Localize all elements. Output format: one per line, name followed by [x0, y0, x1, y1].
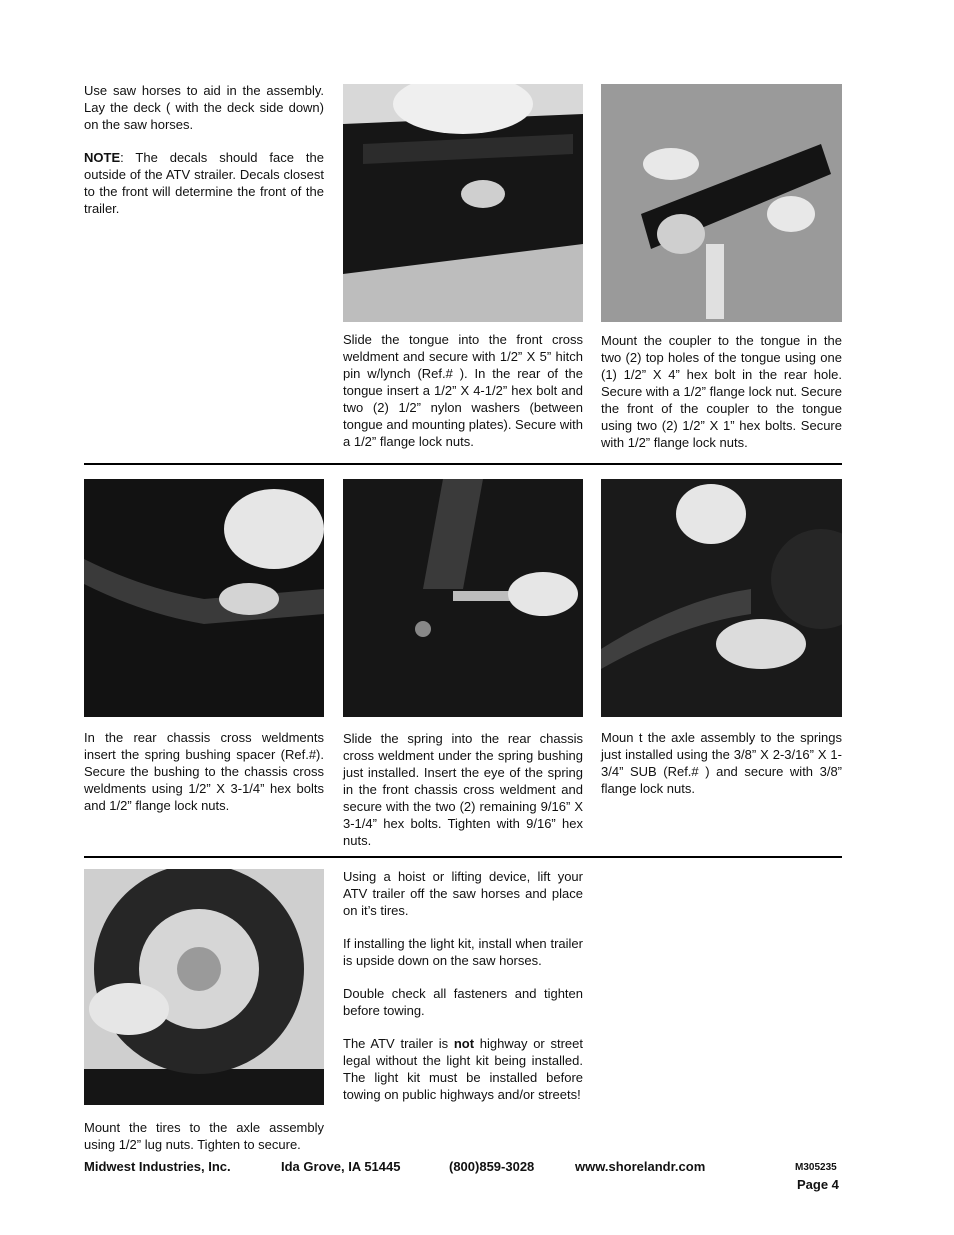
note-text: : The decals should face the outside of the ATV strailer. Decals closest to the front will determine the front of the trailer. — [84, 150, 324, 216]
final-paragraph-2: If installing the light kit, install when trailer is upside down on the saw horses. — [343, 936, 583, 968]
final-instructions — [343, 868, 583, 1119]
note-paragraph — [84, 149, 324, 217]
footer-page-number: Page 4 — [797, 1177, 839, 1192]
footer-city: Ida Grove, IA 51445 — [281, 1159, 401, 1174]
footer-company: Midwest Industries, Inc. — [84, 1159, 231, 1174]
bushing-caption: In the rear chassis cross weldments insert the spring bushing spacer (Ref.#). Secure the bushing to the chassis cross weldments using 1/2” X 3-1/4” hex bolts and 1/2” flange lock nuts. — [84, 730, 324, 813]
tire-photo — [84, 869, 324, 1105]
note-label: NOTE — [84, 150, 121, 165]
tongue-caption: Slide the tongue into the front cross weldment and secure with 1/2” X 5” hitch pin w/lynch (Ref.# ). In the rear of the tongue insert a 1/2” X 4-1/2” hex bolt and two (2) 1/2” nylon washers (between tongue and mounting plates). Secure with a 1/2” flange lock nuts. — [343, 332, 583, 449]
tongue-photo — [343, 84, 583, 322]
spring-photo — [343, 479, 583, 717]
coupler-caption: Mount the coupler to the tongue in the two (2) top holes of the tongue using one (1) 1/2” X 4” hex bolt in the rear hole. Secure with a 1/2” flange lock nut. Secure the front of the coupler to the tongue using two (2) 1/2” X 1” hex bolts. Secure with 1/2” flange lock nuts. — [601, 333, 842, 450]
tires-caption: Mount the tires to the axle assembly using 1/2” lug nuts. Tighten to secure. — [84, 1120, 324, 1152]
intro-paragraph: Use saw horses to aid in the assembly. Lay the deck ( with the deck side down) on the saw horses. — [84, 83, 324, 132]
axle-caption: Moun t the axle assembly to the springs just installed using the 3/8” X 2-3/16” X 1-3/4” SUB (Ref.# ) and secure with 3/8” flange lock nuts. — [601, 730, 842, 796]
intro-text — [84, 82, 324, 233]
bushing-photo — [84, 479, 324, 717]
final-paragraph-3: Double check all fasteners and tighten before towing. — [343, 986, 583, 1018]
final-paragraph-4: The ATV trailer is not highway or street legal without the light kit being installed. The light kit must be installed before towing on public highways and/or streets! — [343, 1036, 584, 1102]
final-paragraph-1: Using a hoist or lifting device, lift your ATV trailer off the saw horses and place on it’s tires. — [343, 869, 583, 918]
coupler-photo — [601, 84, 842, 322]
divider-2 — [84, 856, 842, 858]
footer-phone: (800)859-3028 — [449, 1159, 535, 1174]
axle-photo — [601, 479, 842, 717]
spring-caption: Slide the spring into the rear chassis cross weldment under the spring bushing just installed. Insert the eye of the spring in the front chassis cross weldment and secure with the two (2) remaining 9/16” X 3-1/4” hex bolts. Tighten with 9/16” hex nuts. — [343, 731, 583, 848]
footer-website: www.shorelandr.com — [575, 1159, 706, 1174]
footer-doc-number: M305235 — [795, 1162, 837, 1173]
divider-1 — [84, 463, 842, 465]
